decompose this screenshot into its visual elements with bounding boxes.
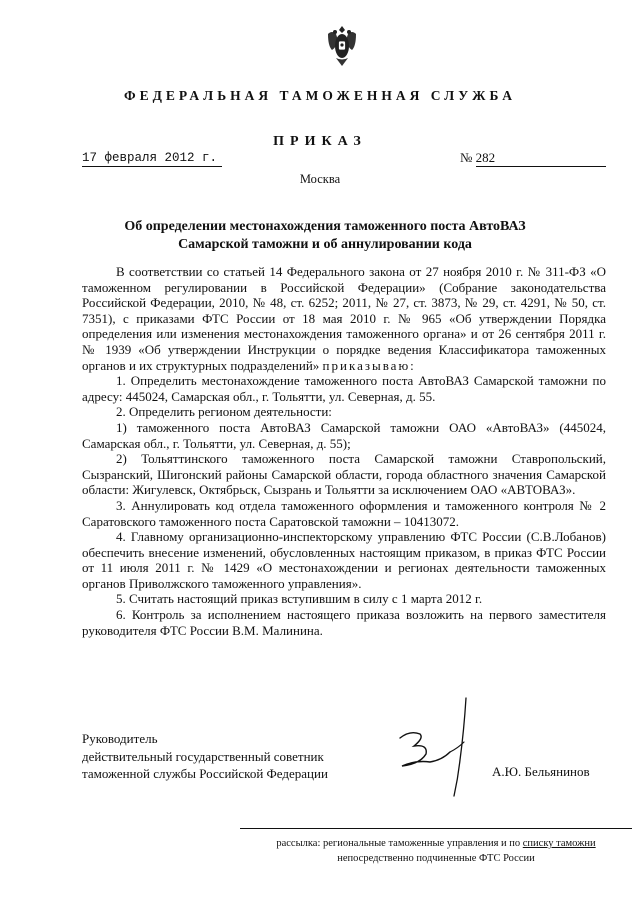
order-number: № 282 xyxy=(460,150,496,165)
mailing-underlined: списку таможни xyxy=(522,838,596,849)
preamble-paragraph xyxy=(82,264,606,373)
order-word: приказываю: xyxy=(322,357,416,373)
order-item-1: 1. Определить местонахождение таможенного поста АвтоВАЗ Самарской таможни по адресу: 445024, Самарская обл., г. Тольятти, ул. Северная, д. 55. xyxy=(82,373,606,404)
signatory-title-line-2: действительный государственный советник xyxy=(82,748,324,764)
order-body xyxy=(82,264,606,638)
coat-of-arms-emblem-icon xyxy=(324,24,360,68)
mailing-line-2: непосредственно подчиненные ФТС России xyxy=(337,853,535,864)
number-underline xyxy=(476,166,606,167)
mailing-line-1 xyxy=(240,836,632,851)
order-heading xyxy=(110,218,540,254)
order-heading-line-2: Самарской таможни и об аннулировании кода xyxy=(178,237,472,252)
signatory-title-line-3: таможенной службы Российской Федерации xyxy=(82,766,328,781)
order-item-3: 3. Аннулировать код отдела таможенного оформления и таможенного контроля № 2 Саратовского таможенного поста Саратовской таможни – 10413072. xyxy=(82,497,606,529)
order-heading-line-1: Об определении местонахождения таможенного поста АвтоВАЗ xyxy=(124,219,526,234)
mailing-list xyxy=(240,836,632,866)
handwritten-signature xyxy=(380,690,490,800)
order-item-4: 4. Главному организационно-инспекторскому управлению ФТС России (С.В.Лобанов) обеспечить внесение изменений, обусловленных настоящим приказом, в приказ ФТС России от 11 июля 2011 г. № 1429 «О местонахождении и регионах деятельности таможенных органов Приволжского таможенного управления». xyxy=(82,529,606,591)
mailing-divider xyxy=(240,828,632,829)
document-type: ПРИКАЗ xyxy=(273,134,367,149)
order-item-5: 5. Считать настоящий приказ вступившим в силу с 1 марта 2012 г. xyxy=(116,591,483,607)
order-item-2-1: 1) таможенного поста АвтоВАЗ Самарской таможни ОАО «АвтоВАЗ» (445024, Самарская обл., г. Тольятти, ул. Северная, д. 55); xyxy=(82,419,606,451)
preamble-text: В соответствии со статьей 14 Федерального закона от 27 ноября 2010 г. № 311-ФЗ «О таможенном регулировании в Российской Федерации» (Собрание законодательства Российской Федерации, 2010, № 48, ст. 6252; 2011, № 27, ст. 3873, № 29, ст. 4291, № 50, ст. 7351), с приказами ФТС России от 18 мая 2010 г. № 965 «Об утверждении Порядка определения или изменения местонахождения таможенного органа» и от 26 сентября 2011 г. № 1939 «Об утверждении Инструкции о порядке ведения Классификатора таможенных органов и их структурных подразделений» xyxy=(82,264,606,373)
mailing-prefix: рассылка: региональные таможенные управления и по xyxy=(276,838,521,849)
city-name: Москва xyxy=(299,172,341,186)
order-item-6: 6. Контроль за исполнением настоящего приказа возложить на первого заместителя руководителя ФТС России В.М. Малинина. xyxy=(82,607,606,638)
agency-name: ФЕДЕРАЛЬНАЯ ТАМОЖЕННАЯ СЛУЖБА xyxy=(124,88,516,103)
order-item-2: 2. Определить регионом деятельности: xyxy=(116,404,332,420)
signatory-title xyxy=(82,730,328,783)
signatory-title-line-1: Руководитель xyxy=(82,731,158,746)
signatory-name: А.Ю. Бельянинов xyxy=(492,764,590,779)
order-item-2-2: 2) Тольяттинского таможенного поста Самарской таможни Ставропольский, Сызранский, Шигонский районы Самарской области, города областного значения Самарской области: Жигулевск, Октябрьск, Сызрань и Тольятти за исключением ОАО «АВТОВАЗ». xyxy=(82,451,606,498)
order-date: 17 февраля 2012 г. xyxy=(82,150,222,167)
